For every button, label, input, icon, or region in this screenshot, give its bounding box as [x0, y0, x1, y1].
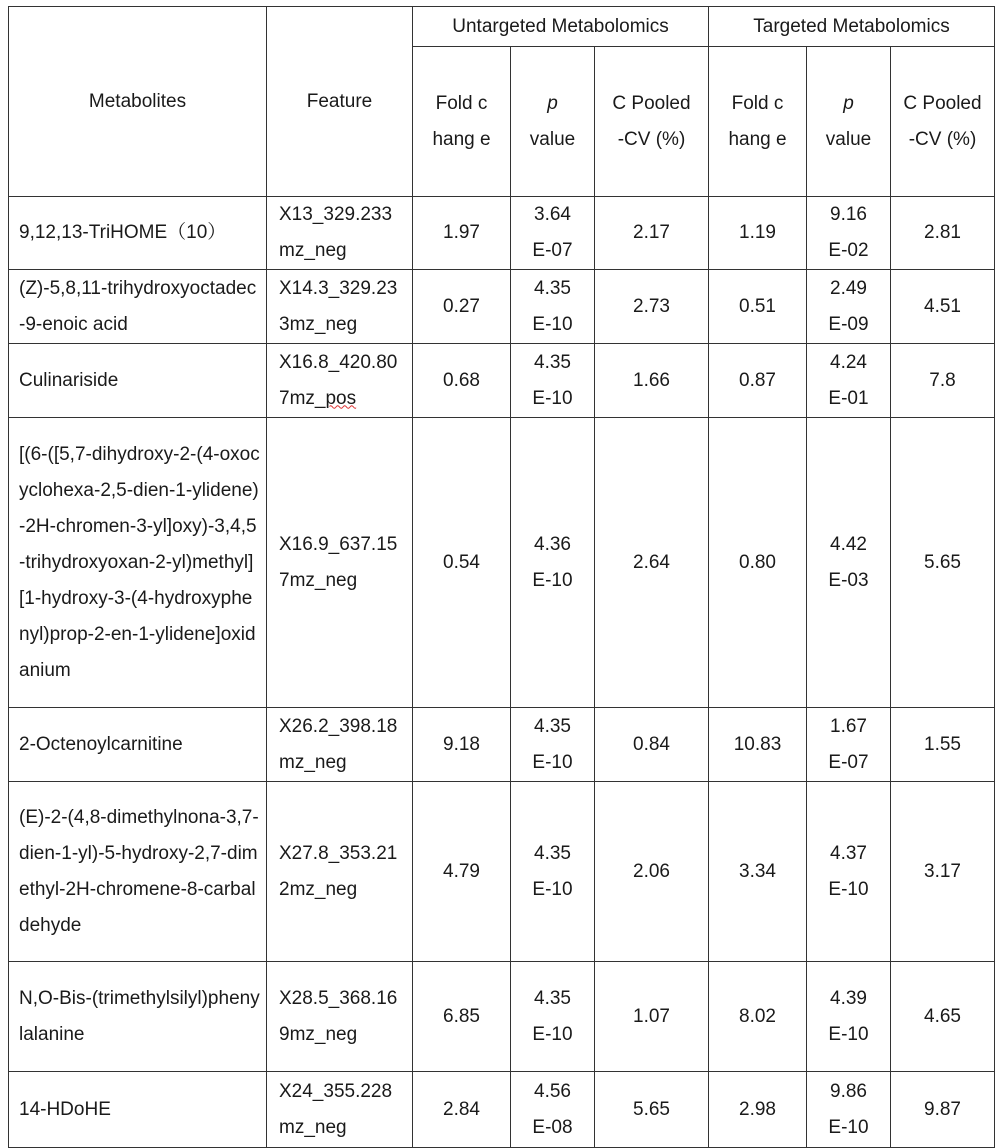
untargeted-pooled-cv-cell: 2.06: [595, 782, 709, 962]
targeted-pooled-cv-cell: 3.17: [891, 782, 995, 962]
untargeted-pooled-cv-cell: 1.66: [595, 344, 709, 418]
targeted-fold-change-cell: 2.98: [709, 1072, 807, 1148]
targeted-pooled-cv-cell: 9.87: [891, 1072, 995, 1148]
untargeted-p-value-cell: 4.35 E-10: [511, 270, 595, 344]
untargeted-p-value-cell: 3.64 E-07: [511, 197, 595, 270]
targeted-pooled-cv-cell: 7.8: [891, 344, 995, 418]
metabolite-cell: 9,12,13-TriHOME（10）: [9, 197, 267, 270]
feature-cell: X26.2_398.18mz_neg: [267, 708, 413, 782]
targeted-p-value-cell: 9.16 E-02: [807, 197, 891, 270]
metabolite-cell: N,O-Bis-(trimethylsilyl)phenylalanine: [9, 962, 267, 1072]
untargeted-p-value-cell: 4.36 E-10: [511, 418, 595, 708]
targeted-fold-change-cell: 0.80: [709, 418, 807, 708]
untargeted-fold-change-cell: 9.18: [413, 708, 511, 782]
targeted-fold-change-cell: 0.51: [709, 270, 807, 344]
untargeted-p-value-cell: 4.35 E-10: [511, 962, 595, 1072]
table-row: [9, 270, 995, 344]
feature-cell: X14.3_329.233mz_neg: [267, 270, 413, 344]
metabolomics-table: [8, 6, 995, 1148]
untargeted-fold-change-cell: 6.85: [413, 962, 511, 1072]
metabolite-cell: Culinariside: [9, 344, 267, 418]
header-targeted-fold-change: Fold chang e: [709, 47, 807, 197]
targeted-p-value-cell: 2.49 E-09: [807, 270, 891, 344]
table-row: [9, 962, 995, 1072]
feature-cell: X28.5_368.169mz_neg: [267, 962, 413, 1072]
header-targeted: Targeted Metabolomics: [709, 7, 995, 47]
targeted-fold-change-cell: 0.87: [709, 344, 807, 418]
targeted-p-value-cell: 4.24 E-01: [807, 344, 891, 418]
header-feature: Feature: [267, 7, 413, 197]
targeted-p-value-cell: 4.39 E-10: [807, 962, 891, 1072]
metabolite-cell: [(6-([5,7-dihydroxy-2-(4-oxocyclohexa-2,5-dien-1-ylidene)-2H-chromen-3-yl]oxy)-3,4,5-trihydroxyoxan-2-yl)methyl][1-hydroxy-3-(4-hydroxyphenyl)prop-2-en-1-ylidene]oxidanium: [9, 418, 267, 708]
feature-cell: X24_355.228mz_neg: [267, 1072, 413, 1148]
feature-cell: X16.8_420.807mz_pos: [267, 344, 413, 418]
untargeted-pooled-cv-cell: 0.84: [595, 708, 709, 782]
targeted-pooled-cv-cell: 2.81: [891, 197, 995, 270]
table-row: [9, 197, 995, 270]
feature-cell: X13_329.233mz_neg: [267, 197, 413, 270]
untargeted-p-value-cell: 4.35 E-10: [511, 344, 595, 418]
targeted-p-value-cell: 4.37 E-10: [807, 782, 891, 962]
targeted-p-value-cell: 9.86 E-10: [807, 1072, 891, 1148]
header-targeted-pooled-cv: C Pooled-CV (%): [891, 47, 995, 197]
untargeted-fold-change-cell: 0.54: [413, 418, 511, 708]
header-untargeted-fold-change: Fold chang e: [413, 47, 511, 197]
header-targeted-p-value: p value: [807, 47, 891, 197]
header-untargeted-p-value: p value: [511, 47, 595, 197]
targeted-pooled-cv-cell: 4.65: [891, 962, 995, 1072]
feature-cell: X16.9_637.157mz_neg: [267, 418, 413, 708]
targeted-fold-change-cell: 10.83: [709, 708, 807, 782]
untargeted-fold-change-cell: 0.27: [413, 270, 511, 344]
untargeted-p-value-cell: 4.35 E-10: [511, 782, 595, 962]
table-row: [9, 708, 995, 782]
metabolite-cell: 14-HDoHE: [9, 1072, 267, 1148]
targeted-p-value-cell: 4.42 E-03: [807, 418, 891, 708]
untargeted-fold-change-cell: 0.68: [413, 344, 511, 418]
untargeted-fold-change-cell: 1.97: [413, 197, 511, 270]
untargeted-pooled-cv-cell: 2.64: [595, 418, 709, 708]
header-metabolites: Metabolites: [9, 7, 267, 197]
targeted-fold-change-cell: 3.34: [709, 782, 807, 962]
metabolite-cell: (Z)-5,8,11-trihydroxyoctadec-9-enoic acid: [9, 270, 267, 344]
table-row: [9, 418, 995, 708]
targeted-pooled-cv-cell: 4.51: [891, 270, 995, 344]
table-row: [9, 782, 995, 962]
targeted-p-value-cell: 1.67 E-07: [807, 708, 891, 782]
untargeted-fold-change-cell: 4.79: [413, 782, 511, 962]
untargeted-fold-change-cell: 2.84: [413, 1072, 511, 1148]
metabolite-cell: (E)-2-(4,8-dimethylnona-3,7-dien-1-yl)-5-hydroxy-2,7-dimethyl-2H-chromene-8-carbaldehyde: [9, 782, 267, 962]
header-untargeted: Untargeted Metabolomics: [413, 7, 709, 47]
untargeted-pooled-cv-cell: 2.73: [595, 270, 709, 344]
table-row: [9, 344, 995, 418]
targeted-fold-change-cell: 1.19: [709, 197, 807, 270]
targeted-fold-change-cell: 8.02: [709, 962, 807, 1072]
targeted-pooled-cv-cell: 5.65: [891, 418, 995, 708]
untargeted-pooled-cv-cell: 2.17: [595, 197, 709, 270]
feature-cell: X27.8_353.212mz_neg: [267, 782, 413, 962]
untargeted-p-value-cell: 4.56 E-08: [511, 1072, 595, 1148]
table-row: [9, 1072, 995, 1148]
metabolite-cell: 2-Octenoylcarnitine: [9, 708, 267, 782]
untargeted-p-value-cell: 4.35 E-10: [511, 708, 595, 782]
untargeted-pooled-cv-cell: 1.07: [595, 962, 709, 1072]
targeted-pooled-cv-cell: 1.55: [891, 708, 995, 782]
header-untargeted-pooled-cv: C Pooled-CV (%): [595, 47, 709, 197]
untargeted-pooled-cv-cell: 5.65: [595, 1072, 709, 1148]
